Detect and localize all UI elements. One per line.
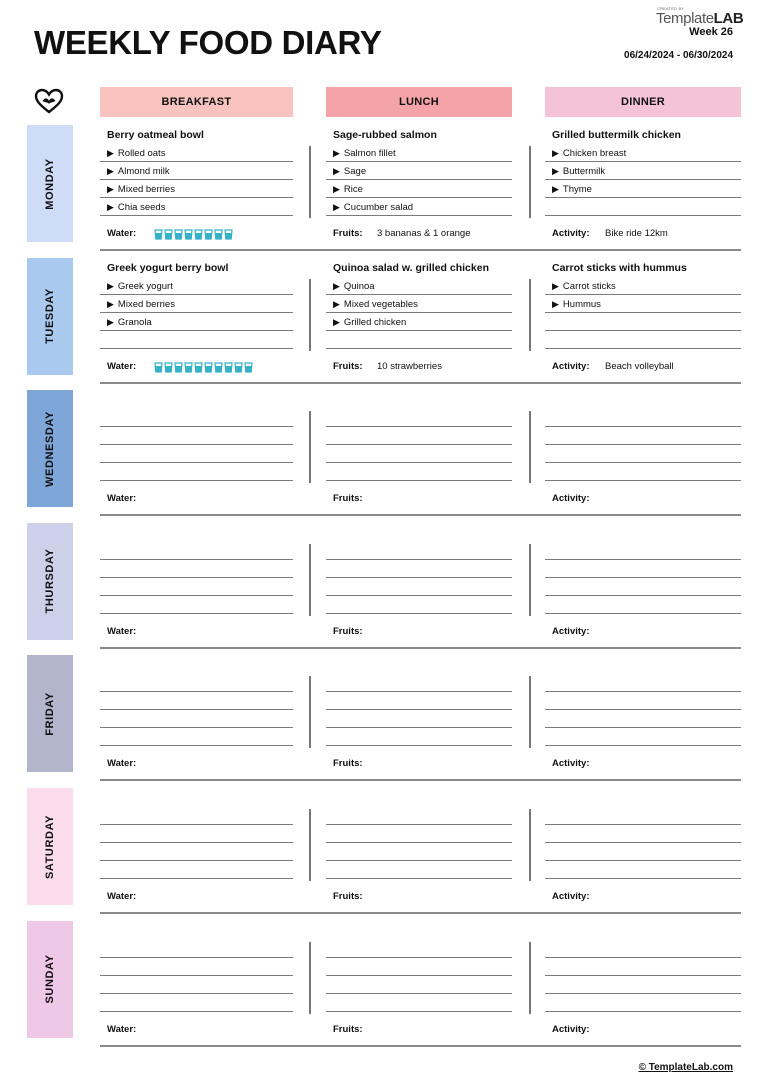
arrow-right-icon: ▶ [107,166,114,176]
food-item [333,317,406,328]
water-label: Water: [107,891,137,902]
dinner-column [545,788,741,900]
arrow-right-icon: ▶ [107,298,114,309]
entry-line[interactable] [545,674,741,692]
day-divider [100,514,741,516]
entry-line[interactable] [545,445,741,463]
arrow-right-icon: ▶ [333,202,340,212]
water-label: Water: [107,625,137,637]
entry-line[interactable] [545,692,741,710]
week-number: Week 26 [689,26,733,38]
entry-line[interactable] [326,427,512,445]
entry-line[interactable] [545,940,741,958]
activity-label: Activity: [552,891,590,902]
entry-line[interactable] [326,198,512,216]
entry-line[interactable] [326,843,512,861]
water-glass-icon[interactable] [194,360,203,371]
entry-line[interactable] [326,144,512,162]
column-separator [309,942,311,1014]
entry-line[interactable] [326,162,512,180]
arrow-right-icon: ▶ [107,184,114,194]
day-label: SATURDAY [44,814,56,879]
fruits-label: Fruits: [333,228,363,239]
food-item-text: Rice [343,184,363,195]
brand-logo [656,6,756,26]
fruits-label: Fruits: [333,1023,363,1035]
dinner-dish-name: Carrot sticks with hummus [552,261,687,274]
water-label: Water: [107,758,137,770]
activity-value: Bike ride 12km [605,228,668,239]
entry-line[interactable] [326,807,512,825]
food-item-text: Chicken breast [562,148,627,159]
water-glass-icon[interactable] [204,227,213,238]
day-row-thursday [0,523,768,656]
day-label: THURSDAY [44,548,56,614]
arrow-right-icon: ▶ [107,148,114,158]
brand-created-by: CREATED BY [657,6,685,11]
fruits-value: 10 strawberries [377,360,442,372]
entry-line[interactable] [545,313,741,331]
column-separator [529,146,531,218]
fruits-label: Fruits: [333,360,363,372]
entry-line[interactable] [545,144,741,162]
entry-line[interactable] [100,994,293,1012]
day-divider [100,382,741,384]
entry-line[interactable] [326,710,512,728]
water-glass-icon[interactable] [204,360,213,371]
day-label: TUESDAY [44,288,56,344]
entry-line[interactable] [326,560,512,578]
entry-line[interactable] [545,331,741,349]
food-item-text: Buttermilk [562,166,606,177]
arrow-right-icon: ▶ [552,148,559,158]
water-glass-icon[interactable] [184,227,193,238]
entry-line[interactable] [326,463,512,481]
entry-line[interactable] [545,843,741,861]
entry-line[interactable] [545,807,741,825]
entry-line[interactable] [545,560,741,578]
entry-line[interactable] [545,198,741,216]
arrow-right-icon: ▶ [333,148,340,158]
water-glass-icon[interactable] [214,227,223,238]
fruits-label: Fruits: [333,493,363,505]
entry-line[interactable] [545,427,741,445]
activity-label: Activity: [552,493,590,505]
entry-line[interactable] [545,976,741,994]
column-separator [309,676,311,748]
water-glass-icon[interactable] [174,227,183,238]
entry-line[interactable] [100,578,293,596]
day-label: WEDNESDAY [44,410,56,487]
food-item [333,281,375,292]
lunch-column [326,921,512,1033]
water-label: Water: [107,1023,137,1035]
arrow-right-icon: ▶ [107,316,114,327]
breakfast-column [100,655,293,770]
entry-line[interactable] [326,295,512,313]
water-glass-icon[interactable] [184,360,193,371]
brand-wordmark [656,10,743,27]
food-item-text: Granola [117,316,152,328]
food-item-text: Almond milk [117,166,170,177]
entry-line[interactable] [100,445,293,463]
entry-line[interactable] [326,180,512,198]
entry-line[interactable] [100,313,293,331]
lunch-dish-name: Quinoa salad w. grilled chicken [333,261,489,274]
food-item-text: Cucumber salad [343,202,414,213]
food-item [333,202,413,213]
heart-leaf-icon [34,88,64,114]
activity-label: Activity: [552,360,590,372]
entry-line[interactable] [326,692,512,710]
day-row-wednesday [0,390,768,523]
lunch-column [326,523,512,635]
entry-line[interactable] [100,940,293,958]
water-label: Water: [107,228,137,239]
copyright-link[interactable]: © TemplateLab.com [638,1062,733,1073]
water-cups [154,227,233,238]
entry-line[interactable] [326,940,512,958]
breakfast-column [100,523,293,635]
food-item [107,148,165,159]
arrow-right-icon: ▶ [333,316,340,327]
entry-line[interactable] [326,542,512,560]
entry-line[interactable] [100,560,293,578]
day-label: SUNDAY [44,954,56,1004]
entry-line[interactable] [100,843,293,861]
fruits-label: Fruits: [333,625,363,637]
day-divider [100,1045,741,1047]
column-separator [529,411,531,483]
entry-line[interactable] [545,596,741,614]
meal-header-breakfast: BREAKFAST [100,87,293,117]
entry-line[interactable] [545,295,741,313]
lunch-column [326,258,512,370]
lunch-column [326,125,512,237]
entry-line[interactable] [100,596,293,614]
breakfast-column [100,390,293,505]
lunch-dish-name: Sage-rubbed salmon [333,129,437,141]
water-glass-icon[interactable] [224,227,233,238]
water-glass-icon[interactable] [244,360,253,371]
water-glass-icon[interactable] [154,360,163,371]
entry-line[interactable] [326,331,512,349]
day-row-sunday [0,921,768,1054]
entry-line[interactable] [326,674,512,692]
day-label: FRIDAY [44,692,56,736]
food-item [552,148,626,159]
entry-line[interactable] [545,463,741,481]
water-glass-icon[interactable] [194,227,203,238]
entry-line[interactable] [100,409,293,427]
food-item [107,299,175,310]
column-separator [309,809,311,881]
water-glass-icon[interactable] [174,360,183,371]
column-separator [529,809,531,881]
entry-line[interactable] [100,728,293,746]
date-range: 06/24/2024 - 06/30/2024 [624,50,733,61]
day-tab-wednesday [27,390,73,507]
entry-line[interactable] [326,994,512,1012]
food-item-text: Carrot sticks [562,280,616,292]
food-item [333,148,396,159]
brand-prefix: Template [656,10,714,27]
food-item [107,202,165,213]
water-glass-icon[interactable] [164,360,173,371]
day-tab-saturday [27,788,73,905]
food-item-text: Greek yogurt [117,280,173,292]
activity-value: Beach volleyball [605,360,674,372]
column-separator [529,942,531,1014]
entry-line[interactable] [545,277,741,295]
day-tab-friday [27,655,73,772]
day-tab-tuesday [27,258,73,375]
food-item-text: Mixed vegetables [343,298,418,310]
dinner-column [545,921,741,1033]
food-item [552,184,592,195]
food-item-text: Hummus [562,298,601,310]
food-item-text: Chia seeds [117,202,166,213]
food-item [333,184,363,195]
entry-line[interactable] [100,180,293,198]
water-cups [154,360,253,371]
breakfast-column [100,921,293,1033]
day-label: MONDAY [44,157,56,210]
arrow-right-icon: ▶ [552,166,559,176]
food-item [552,281,616,292]
food-item [107,184,175,195]
entry-line[interactable] [545,578,741,596]
fruits-value: 3 bananas & 1 orange [377,228,471,239]
arrow-right-icon: ▶ [333,166,340,176]
entry-line[interactable] [100,295,293,313]
entry-line[interactable] [545,994,741,1012]
arrow-right-icon: ▶ [333,298,340,309]
entry-line[interactable] [545,958,741,976]
dinner-column [545,258,741,370]
entry-line[interactable] [326,728,512,746]
entry-line[interactable] [100,144,293,162]
food-item-text: Thyme [562,184,592,195]
day-divider [100,779,741,781]
dinner-column [545,390,741,505]
day-divider [100,647,741,649]
lunch-column [326,655,512,770]
water-glass-icon[interactable] [164,227,173,238]
entry-line[interactable] [100,331,293,349]
column-separator [309,411,311,483]
day-tab-sunday [27,921,73,1038]
column-separator [309,146,311,218]
dinner-dish-name: Grilled buttermilk chicken [552,129,681,141]
meal-header-lunch: LUNCH [326,87,512,117]
breakfast-column [100,258,293,370]
entry-line[interactable] [545,409,741,427]
entry-line[interactable] [100,198,293,216]
entry-line[interactable] [545,710,741,728]
day-divider [100,249,741,251]
water-label: Water: [107,360,137,372]
column-separator [529,544,531,616]
entry-line[interactable] [545,728,741,746]
entry-line[interactable] [326,861,512,879]
activity-label: Activity: [552,625,590,637]
entry-line[interactable] [326,825,512,843]
entry-line[interactable] [545,861,741,879]
entry-line[interactable] [326,277,512,295]
arrow-right-icon: ▶ [552,280,559,291]
entry-line[interactable] [100,825,293,843]
entry-line[interactable] [545,162,741,180]
food-item [333,299,418,310]
entry-line[interactable] [100,674,293,692]
breakfast-column [100,788,293,900]
entry-line[interactable] [100,277,293,295]
entry-line[interactable] [100,427,293,445]
entry-line[interactable] [326,958,512,976]
entry-line[interactable] [100,710,293,728]
column-separator [309,279,311,351]
activity-label: Activity: [552,758,590,770]
day-tab-monday [27,125,73,242]
arrow-right-icon: ▶ [333,280,340,291]
water-glass-icon[interactable] [214,360,223,371]
lunch-column [326,390,512,505]
lunch-column [326,788,512,900]
day-row-friday [0,655,768,788]
fruits-label: Fruits: [333,758,363,770]
entry-line[interactable] [545,542,741,560]
water-glass-icon[interactable] [224,360,233,371]
day-tab-thursday [27,523,73,640]
entry-line[interactable] [326,596,512,614]
food-item-text: Mixed berries [117,184,175,195]
page-title: WEEKLY FOOD DIARY [34,24,382,61]
entry-line[interactable] [545,180,741,198]
food-item [552,166,605,177]
column-separator [309,544,311,616]
day-divider [100,912,741,914]
arrow-right-icon: ▶ [107,202,114,212]
day-row-monday [0,125,768,258]
breakfast-dish-name: Greek yogurt berry bowl [107,261,229,274]
entry-line[interactable] [326,445,512,463]
entry-line[interactable] [100,692,293,710]
column-separator [529,676,531,748]
entry-line[interactable] [100,463,293,481]
food-item-text: Rolled oats [117,148,166,159]
breakfast-dish-name: Berry oatmeal bowl [107,129,204,141]
food-item-text: Mixed berries [117,298,175,310]
entry-line[interactable] [100,861,293,879]
entry-line[interactable] [100,542,293,560]
entry-line[interactable] [326,313,512,331]
entry-line[interactable] [100,976,293,994]
water-glass-icon[interactable] [154,227,163,238]
entry-line[interactable] [100,807,293,825]
entry-line[interactable] [100,162,293,180]
arrow-right-icon: ▶ [333,184,340,194]
dinner-column [545,523,741,635]
entry-line[interactable] [100,958,293,976]
dinner-column [545,125,741,237]
food-item-text: Grilled chicken [343,316,407,328]
food-item [552,299,601,310]
food-item [107,317,152,328]
fruits-label: Fruits: [333,891,363,902]
entry-line[interactable] [326,578,512,596]
food-item [107,166,170,177]
food-item-text: Sage [343,166,367,177]
entry-line[interactable] [545,825,741,843]
day-row-tuesday [0,258,768,391]
breakfast-column [100,125,293,237]
activity-label: Activity: [552,228,590,239]
activity-label: Activity: [552,1023,590,1035]
arrow-right-icon: ▶ [107,280,114,291]
food-item-text: Salmon fillet [343,148,396,159]
entry-line[interactable] [326,976,512,994]
food-item [107,281,173,292]
dinner-column [545,655,741,770]
column-separator [529,279,531,351]
meal-header-dinner: DINNER [545,87,741,117]
water-glass-icon[interactable] [234,360,243,371]
water-label: Water: [107,493,137,505]
entry-line[interactable] [326,409,512,427]
day-row-saturday [0,788,768,921]
brand-suffix: LAB [713,10,744,27]
arrow-right-icon: ▶ [552,184,559,194]
food-item [333,166,366,177]
arrow-right-icon: ▶ [552,298,559,309]
food-item-text: Quinoa [343,280,375,292]
